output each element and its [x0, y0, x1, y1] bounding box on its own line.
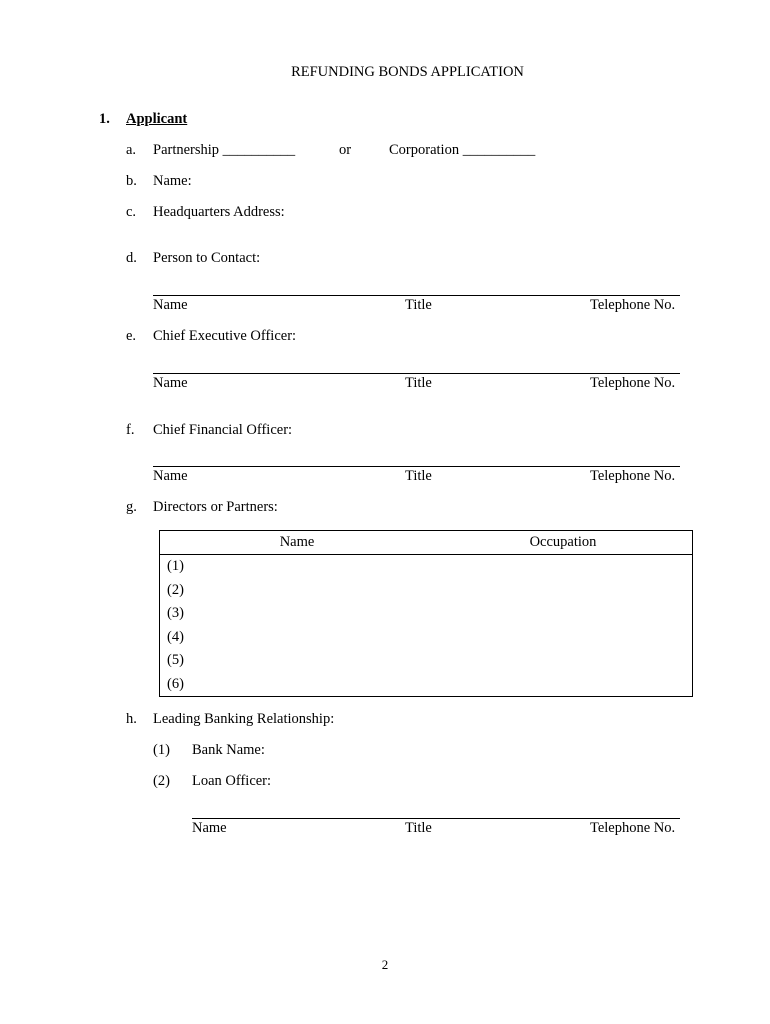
directors-label: Directors or Partners:	[153, 499, 278, 515]
table-row[interactable]	[160, 673, 693, 697]
loan-officer-label: Loan Officer:	[192, 773, 272, 789]
contact-telephone-caption: Telephone No.	[590, 297, 676, 313]
table-row[interactable]	[160, 555, 693, 579]
ceo-name-caption: Name	[153, 375, 188, 391]
cfo-telephone-caption: Telephone No.	[590, 468, 676, 484]
row-number: (1)	[167, 558, 184, 575]
row-number: (3)	[167, 605, 184, 622]
row-number: (4)	[167, 628, 184, 645]
item-c-letter: c.	[126, 204, 137, 220]
item-a-letter: a.	[126, 142, 137, 158]
occupation-cell[interactable]	[434, 602, 693, 626]
partnership-field[interactable]: Partnership __________	[153, 142, 296, 158]
loan-officer-number: (2)	[153, 773, 170, 789]
row-number: (5)	[167, 652, 184, 669]
row-number: (6)	[167, 675, 184, 692]
item-e-letter: e.	[126, 328, 137, 344]
directors-occupation-header: Occupation	[434, 531, 693, 555]
headquarters-address-label: Headquarters Address:	[153, 204, 285, 220]
occupation-cell[interactable]	[434, 673, 693, 697]
directors-name-header: Name	[160, 531, 435, 555]
applicant-name-label: Name:	[153, 173, 192, 189]
table-row[interactable]	[160, 626, 693, 650]
item-h-letter: h.	[126, 711, 137, 727]
cfo-title-caption: Title	[405, 468, 432, 484]
bank-name-number: (1)	[153, 742, 170, 758]
occupation-cell[interactable]	[434, 649, 693, 673]
section-title: Applicant	[126, 111, 188, 127]
table-row[interactable]	[160, 579, 693, 603]
occupation-cell[interactable]	[434, 579, 693, 603]
ceo-title-caption: Title	[405, 375, 432, 391]
item-b-letter: b.	[126, 173, 137, 189]
table-row[interactable]	[160, 649, 693, 673]
occupation-cell[interactable]	[434, 555, 693, 579]
directors-table	[159, 530, 693, 697]
contact-name-caption: Name	[153, 297, 188, 313]
item-g-letter: g.	[126, 499, 137, 515]
loan-officer-title-caption: Title	[405, 820, 432, 836]
section-number: 1.	[99, 111, 110, 127]
cfo-label: Chief Financial Officer:	[153, 422, 293, 438]
or-text: or	[339, 142, 352, 158]
item-d-letter: d.	[126, 250, 137, 266]
loan-officer-telephone-caption: Telephone No.	[590, 820, 676, 836]
person-to-contact-label: Person to Contact:	[153, 250, 261, 266]
loan-officer-name-caption: Name	[192, 820, 227, 836]
directors-table-header	[160, 531, 693, 555]
contact-title-caption: Title	[405, 297, 432, 313]
item-f-letter: f.	[126, 422, 135, 438]
corporation-field[interactable]: Corporation __________	[389, 142, 536, 158]
row-number: (2)	[167, 581, 184, 598]
ceo-label: Chief Executive Officer:	[153, 328, 297, 344]
document-title: REFUNDING BONDS APPLICATION	[291, 64, 524, 80]
banking-relationship-label: Leading Banking Relationship:	[153, 711, 335, 727]
cfo-name-caption: Name	[153, 468, 188, 484]
bank-name-label: Bank Name:	[192, 742, 265, 758]
page-number: 2	[381, 957, 389, 972]
ceo-telephone-caption: Telephone No.	[590, 375, 676, 391]
occupation-cell[interactable]	[434, 626, 693, 650]
table-row[interactable]	[160, 602, 693, 626]
